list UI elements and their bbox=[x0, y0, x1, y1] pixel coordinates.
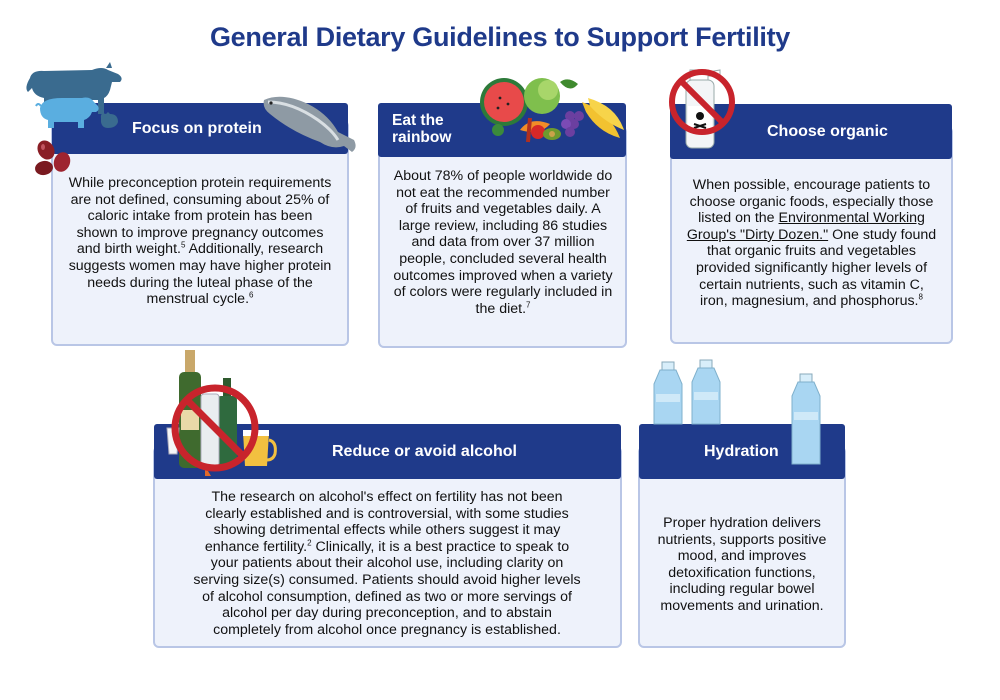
protein-ref-b: 6 bbox=[249, 290, 254, 300]
organic-ref: 8 bbox=[918, 292, 923, 302]
dirty-dozen-link[interactable]: Environmental Working Group's "Dirty Dozen." bbox=[686, 210, 925, 243]
hydration-text-body: Proper hydration delivers nutrients, supports positive mood, and improves detoxification functions, including regular bowel movements and urination. bbox=[657, 515, 827, 614]
water-bottle-icon bbox=[652, 360, 830, 468]
rainbow-text-body: About 78% of people worldwide do not eat the recommended number of fruits and vegetables daily. A large review, including 86 studies and data from over 37 million people, concluded several health outcomes improved when a variety of colors were regularly included in the diet. bbox=[393, 168, 613, 317]
rainbow-heading: Eat the rainbow bbox=[392, 112, 452, 146]
protein-ref-a: 5 bbox=[180, 240, 186, 250]
produce-icon bbox=[470, 72, 626, 148]
alcohol-heading: Reduce or avoid alcohol bbox=[332, 442, 517, 460]
rainbow-text bbox=[393, 168, 613, 317]
pig-icon bbox=[34, 94, 100, 130]
watermelon-icon bbox=[480, 78, 528, 126]
hydration-text bbox=[656, 515, 828, 615]
organic-text-part-b: One study found that organic fruits and vegetables provided significantly higher levels of certain nutrients, such as vitamin C, iron, magnesium, and phosphorus. bbox=[695, 226, 937, 310]
hydration-heading: Hydration bbox=[704, 442, 779, 460]
rainbow-ref: 7 bbox=[526, 300, 531, 310]
protein-text bbox=[68, 175, 332, 308]
protein-text-part-a: While preconception protein requirements are not defined, consuming about 25% of caloric intake from protein has been shown to improve pregnancy outcomes and birth weight. bbox=[68, 175, 332, 258]
banana-icon bbox=[582, 98, 624, 138]
alcohol-text bbox=[193, 489, 581, 638]
grapes-icon bbox=[560, 79, 584, 137]
organic-text bbox=[685, 177, 938, 310]
beans-icon bbox=[34, 138, 80, 178]
pesticide-spray-no-icon bbox=[666, 60, 742, 152]
organic-heading: Choose organic bbox=[767, 122, 888, 140]
chicken-icon bbox=[98, 110, 120, 130]
organic-text-part-a: When possible, encourage patients to choose organic foods, especially those listed on the bbox=[689, 177, 934, 227]
protein-text-part-b: Additionally, research suggests women may have higher protein needs during the luteal phase of the menstrual cycle. bbox=[68, 241, 332, 308]
alcohol-text-part-a: The research on alcohol's effect on fertility has not been clearly established and is controversial, with some studies showing detrimental effects while others suggest it may enhance fertility. bbox=[204, 489, 569, 555]
alcohol-no-icon bbox=[165, 350, 277, 476]
page-title: General Dietary Guidelines to Support Fertility bbox=[209, 22, 791, 52]
alcohol-ref: 2 bbox=[307, 538, 312, 548]
alcohol-text-part-b: Clinically, it is a best practice to speak to your patients about their alcohol use, including clarity on serving size(s) consumed. Patients should avoid higher levels of alcohol consumption, defined as two or more servings of alcohol per day during preconception, and to abstain completely from alcohol once pregnancy is established. bbox=[193, 538, 581, 638]
fish-icon bbox=[262, 92, 362, 162]
protein-heading: Focus on protein bbox=[132, 119, 262, 137]
